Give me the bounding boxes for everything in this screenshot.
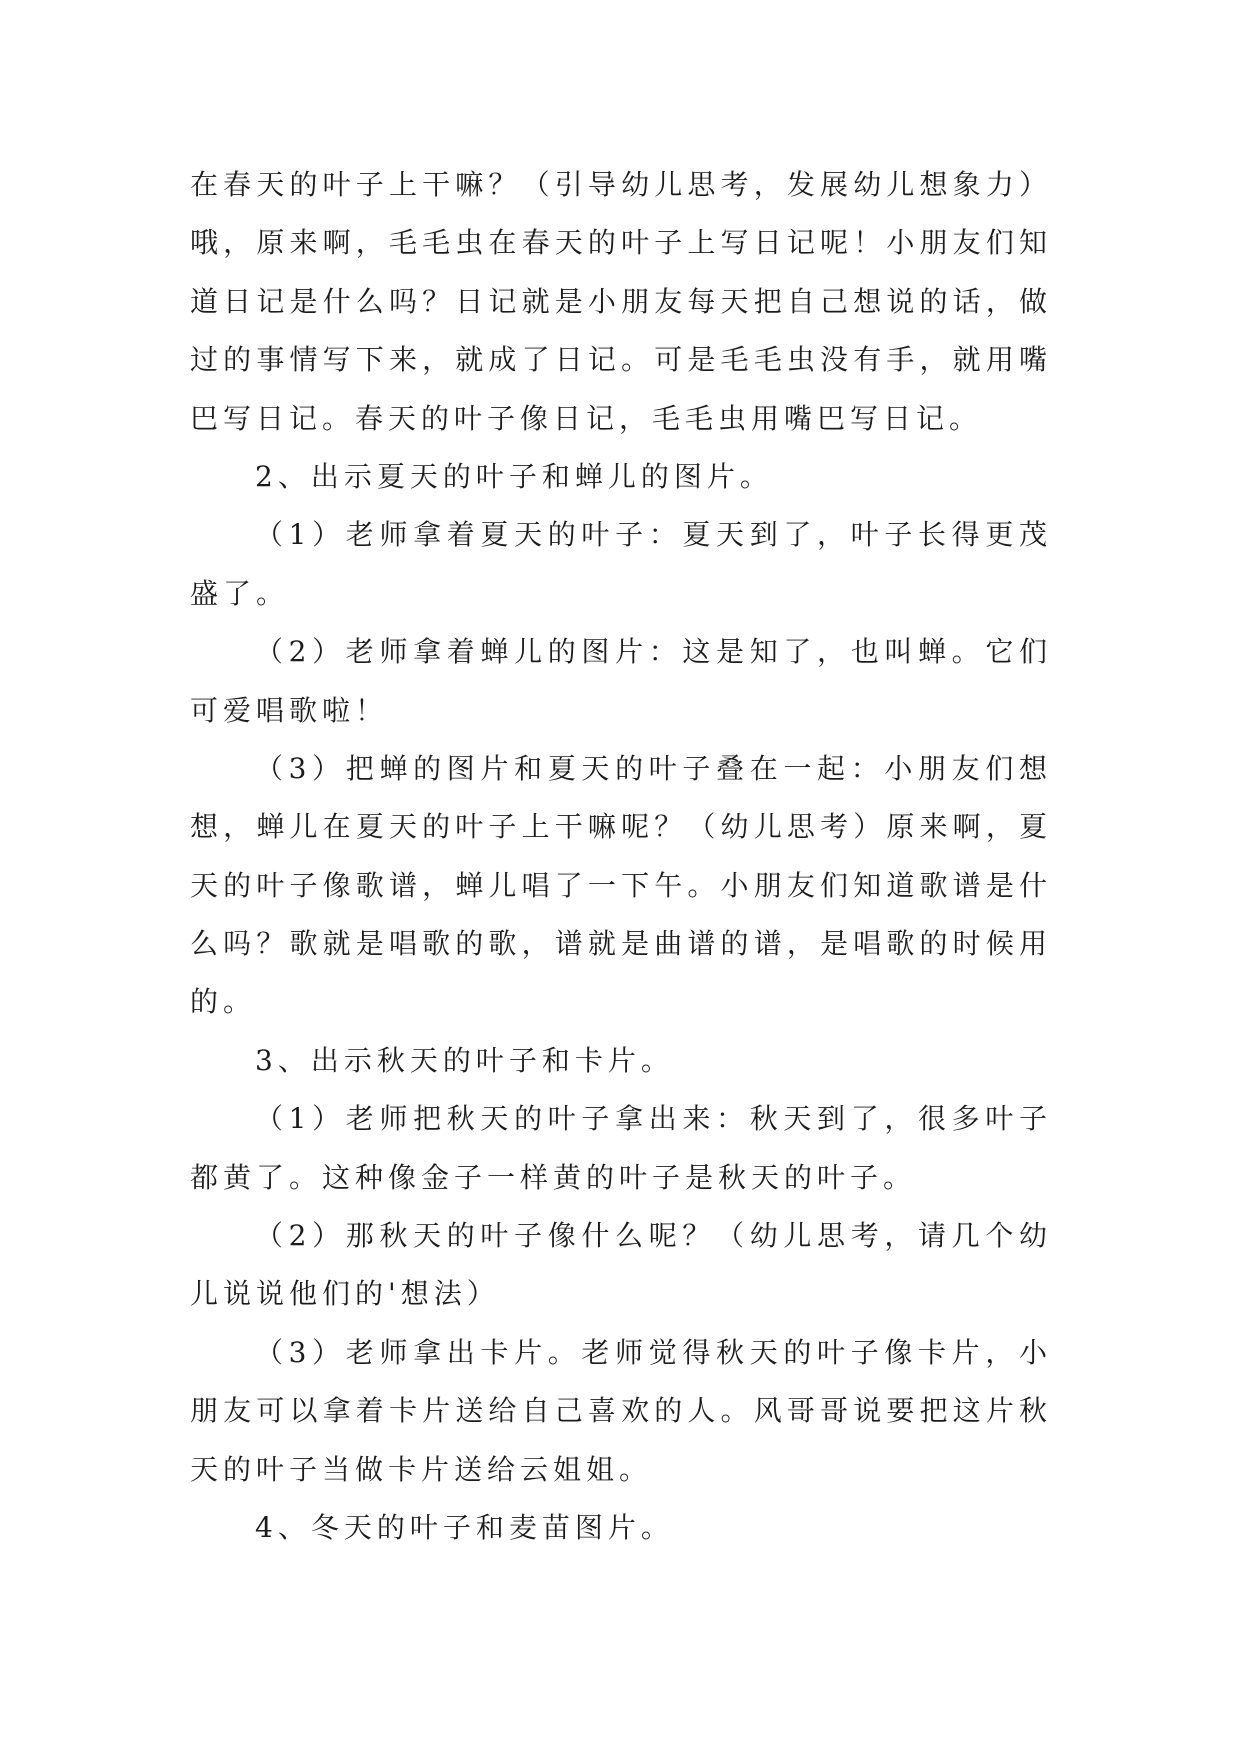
text-line: （1）老师拿着夏天的叶子：夏天到了，叶子长得更茂 (255, 518, 1052, 552)
text-line: 哦，原来啊，毛毛虫在春天的叶子上写日记呢！小朋友们知 (190, 226, 1052, 260)
text-line: 的。 (190, 985, 257, 1019)
text-line: （3）把蝉的图片和夏天的叶子叠在一起：小朋友们想 (255, 751, 1052, 785)
paragraph (190, 1207, 1052, 1324)
text-line: （3）老师拿出卡片。老师觉得秋天的叶子像卡片，小 (255, 1335, 1052, 1369)
text-line: 想，蝉儿在夏天的叶子上干嘛呢？（幼儿思考）原来啊，夏 (190, 810, 1052, 844)
text-line: 巴写日记。春天的叶子像日记，毛毛虫用嘴巴写日记。 (190, 401, 983, 435)
text-line: 3、出示秋天的叶子和卡片。 (255, 1043, 674, 1077)
text-line: （1）老师把秋天的叶子拿出来：秋天到了，很多叶子 (255, 1102, 1052, 1136)
section-heading (190, 1499, 1052, 1557)
text-line: 道日记是什么吗？日记就是小朋友每天把自己想说的话，做 (190, 284, 1052, 318)
text-line: 4、冬天的叶子和麦苗图片。 (255, 1510, 674, 1544)
text-line: 天的叶子像歌谱，蝉儿唱了一下午。小朋友们知道歌谱是什 (190, 868, 1052, 902)
text-line: 么吗？歌就是唱歌的歌，谱就是曲谱的谱，是唱歌的时候用 (190, 927, 1052, 961)
paragraph (190, 623, 1052, 740)
paragraph (190, 1090, 1052, 1207)
paragraph (190, 506, 1052, 623)
text-line: （2）那秋天的叶子像什么呢？（幼儿思考，请几个幼 (255, 1219, 1052, 1253)
text-line: 天的叶子当做卡片送给云姐姐。 (190, 1452, 653, 1486)
text-line: 可爱唱歌啦！ (190, 693, 389, 727)
paragraph (190, 1324, 1052, 1499)
text-line: 儿说说他们的'想法） (190, 1277, 500, 1311)
text-line: 盛了。 (190, 576, 290, 610)
text-line: 朋友可以拿着卡片送给自己喜欢的人。风哥哥说要把这片秋 (190, 1394, 1052, 1428)
section-heading (190, 448, 1052, 506)
text-line: 过的事情写下来，就成了日记。可是毛毛虫没有手，就用嘴 (190, 343, 1052, 377)
paragraph (190, 156, 1052, 448)
paragraph (190, 740, 1052, 1032)
text-line: 都黄了。这种像金子一样黄的叶子是秋天的叶子。 (190, 1160, 917, 1194)
text-line: 2、出示夏天的叶子和蝉儿的图片。 (255, 459, 773, 493)
section-heading (190, 1032, 1052, 1090)
document-body (190, 156, 1052, 1557)
text-line: 在春天的叶子上干嘛？（引导幼儿思考，发展幼儿想象力） (190, 168, 1052, 201)
text-line: （2）老师拿着蝉儿的图片：这是知了，也叫蝉。它们 (255, 635, 1052, 669)
